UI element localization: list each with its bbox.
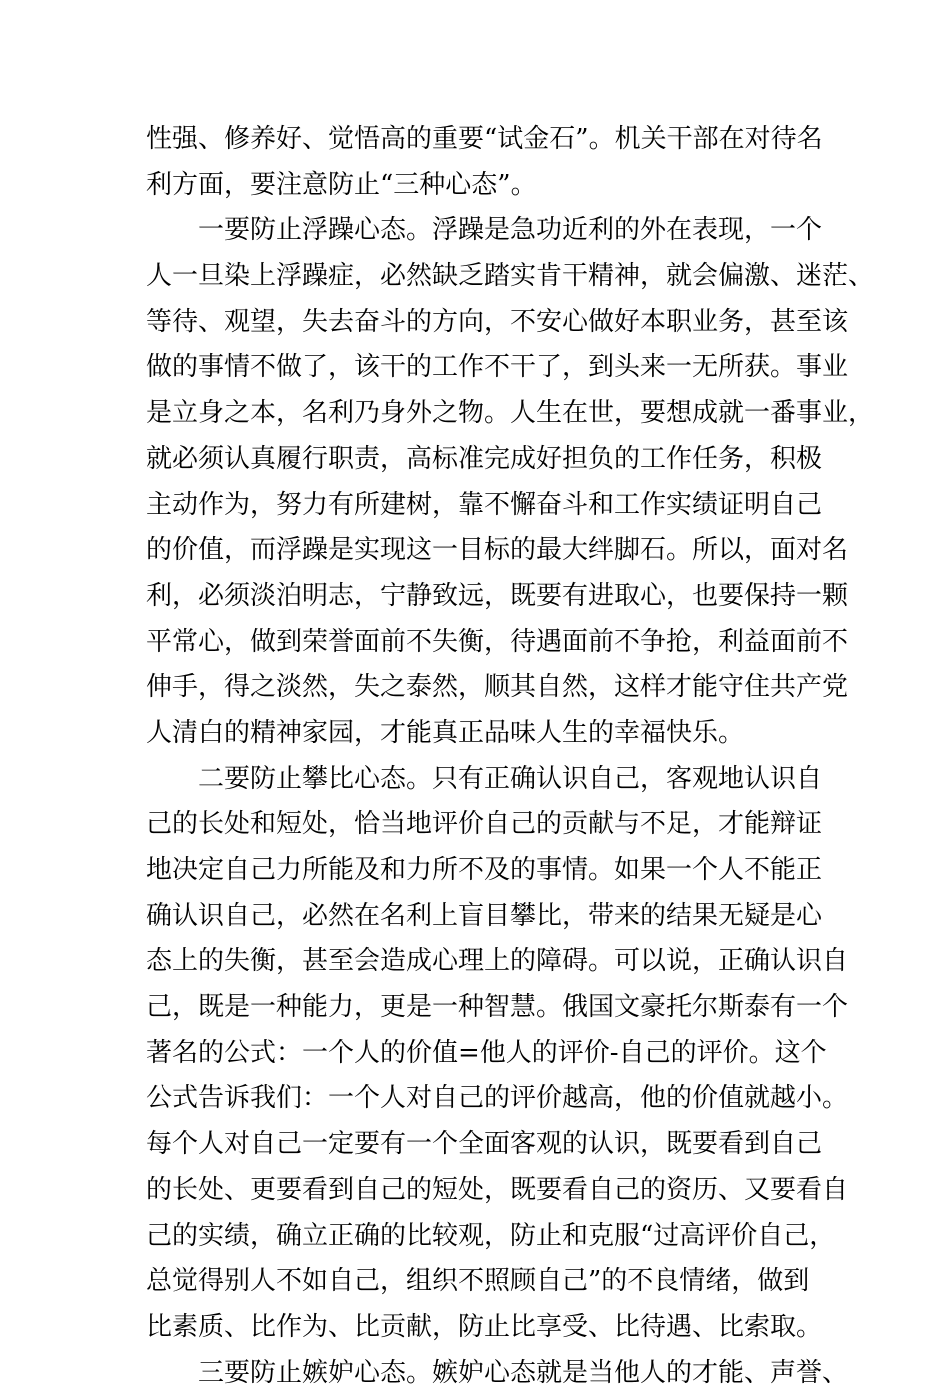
text-line: 是立身之本，名利乃身外之物。人生在世，要想成就一番事业， <box>146 398 875 429</box>
text-line: 做的事情不做了，该干的工作不干了，到头来一无所获。事业 <box>146 352 849 383</box>
text-line: 公式告诉我们：一个人对自己的评价越高，他的价值就越小。 <box>146 1083 849 1114</box>
text-line: 人清白的精神家园，才能真正品味人生的幸福快乐。 <box>146 717 745 748</box>
text-line: 比素质、比作为、比贡献，防止比享受、比待遇、比索取。 <box>146 1311 823 1342</box>
text-line: 己，既是一种能力，更是一种智慧。俄国文豪托尔斯泰有一个 <box>146 992 849 1023</box>
text-line: 人一旦染上浮躁症，必然缺乏踏实肯干精神，就会偏激、迷茫、 <box>146 261 875 292</box>
text-line: 等待、观望，失去奋斗的方向，不安心做好本职业务，甚至该 <box>146 306 849 337</box>
text-line: 利，必须淡泊明志，宁静致远，既要有进取心，也要保持一颗 <box>146 580 849 611</box>
text-line: 的长处、更要看到自己的短处，既要看自己的资历、又要看自 <box>146 1174 849 1205</box>
text-line: 己的长处和短处，恰当地评价自己的贡献与不足，才能辩证 <box>146 809 823 840</box>
text-line: 主动作为，努力有所建树，靠不懈奋斗和工作实绩证明自己 <box>146 489 823 520</box>
text-line: 总觉得别人不如自己，组织不照顾自己”的不良情绪，做到 <box>146 1266 810 1297</box>
text-line: 地决定自己力所能及和力所不及的事情。如果一个人不能正 <box>146 855 823 885</box>
text-line: 利方面，要注意防止“三种心态”。 <box>146 169 537 200</box>
text-line: 态上的失衡，甚至会造成心理上的障碍。可以说，正确认识自 <box>146 946 849 977</box>
paragraph-first-line: 一要防止浮躁心态。浮躁是急功近利的外在表现，一个 <box>198 215 823 246</box>
text-line: 平常心，做到荣誉面前不失衡，待遇面前不争抢，利益面前不 <box>146 626 849 657</box>
document-body-text <box>146 117 875 1396</box>
paragraph-first-line: 三要防止嫉妒心态。嫉妒心态就是当他人的才能、声誉、 <box>198 1357 849 1388</box>
text-line: 伸手，得之淡然，失之泰然，顺其自然，这样才能守住共产党 <box>146 672 849 703</box>
text-line: 性强、修养好、觉悟高的重要“试金石”。机关干部在对待名 <box>146 124 823 154</box>
text-line: 己的实绩，确立正确的比较观，防止和克服“过高评价自己， <box>146 1220 836 1251</box>
text-line: 著名的公式：一个人的价值=他人的评价-自己的评价。这个 <box>146 1037 827 1068</box>
text-line: 确认识自己，必然在名利上盲目攀比，带来的结果无疑是心 <box>146 900 823 931</box>
paragraph-first-line: 二要防止攀比心态。只有正确认识自己，客观地认识自 <box>198 763 823 794</box>
text-line: 就必须认真履行职责，高标准完成好担负的工作任务，积极 <box>146 443 823 474</box>
text-line: 每个人对自己一定要有一个全面客观的认识，既要看到自己 <box>146 1129 823 1160</box>
text-line: 的价值，而浮躁是实现这一目标的最大绊脚石。所以，面对名 <box>146 535 849 566</box>
